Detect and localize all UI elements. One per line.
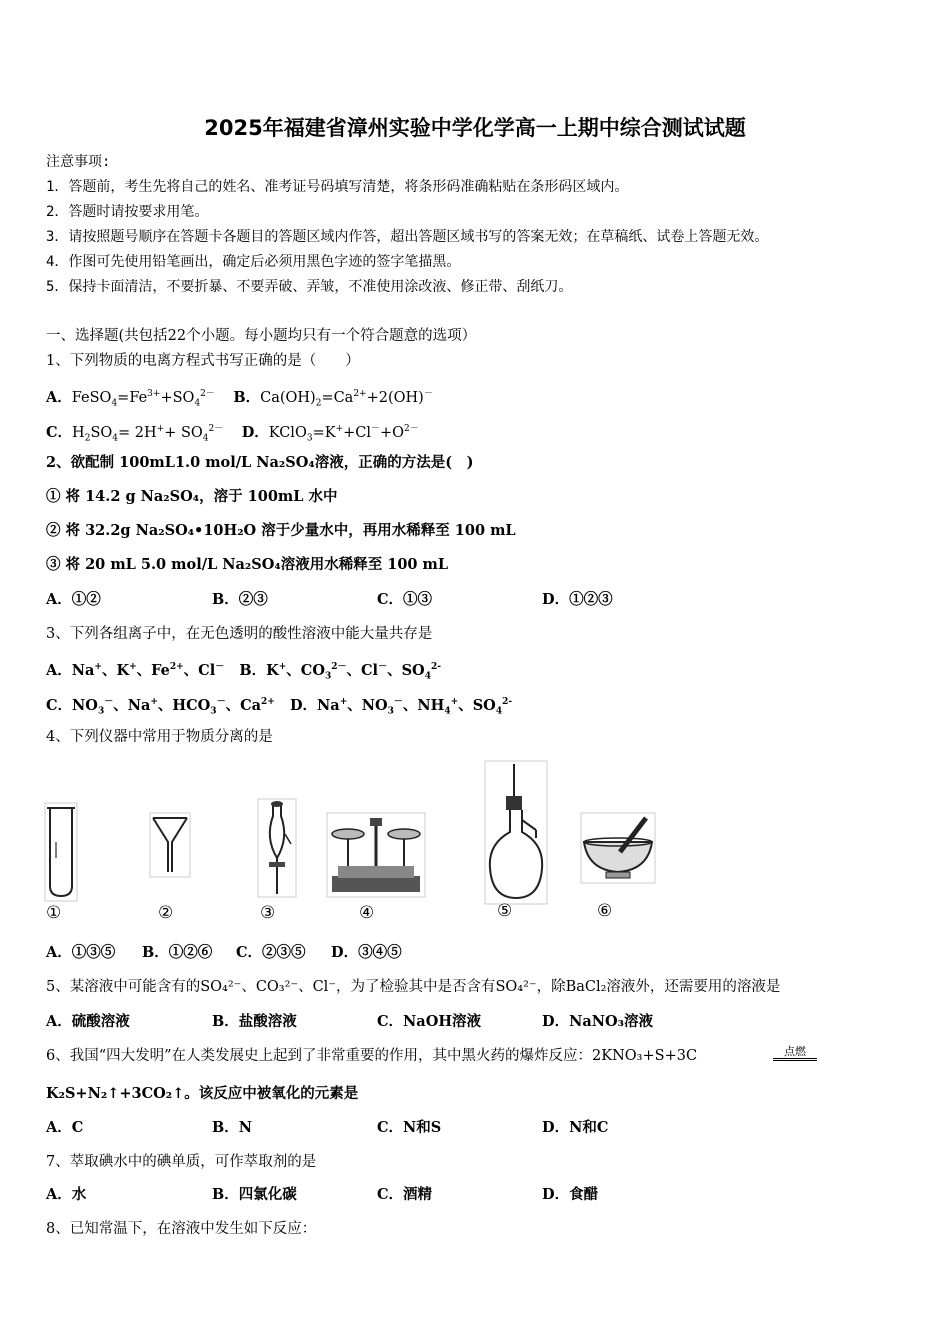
question-5-option-d: D．NaNO₃溶液 [542,1013,653,1030]
mortar-pestle-icon [580,812,656,884]
question-7-stem: 7、萃取碘水中的碘单质，可作萃取剂的是 [46,1154,317,1170]
question-4-stem: 4、下列仪器中常用于物质分离的是 [46,729,273,745]
question-2-option-d: D．①②③ [542,591,613,608]
question-7-option-d: D．食醋 [542,1186,599,1203]
reaction-arrow [773,1058,817,1061]
instrument-label: ⑤ [497,901,513,921]
question-2-statement: ① 将 14.2 g Na₂SO₄，溶于 100mL 水中 [46,488,338,505]
instrument-label: ① [46,903,62,923]
question-7-option-a: A．水 [46,1186,87,1203]
question-4-option-c: C．②③⑤ [236,944,306,961]
funnel-icon [149,812,191,878]
instrument-label: ③ [260,903,276,923]
reaction-condition: 点燃 [784,1045,806,1058]
notice-item: 4．作图可先使用铅笔画出，确定后必须用黑色字迹的签字笔描黑。 [46,254,461,270]
notice-item: 1．答题前，考生先将自己的姓名、准考证号码填写清楚，将条形码准确粘贴在条形码区域内。 [46,179,629,195]
instrument-label: ② [158,903,174,923]
question-5-stem: 5、某溶液中可能含有的SO₄²⁻、CO₃²⁻、Cl⁻，为了检验其中是否含有SO₄²⁻，除BaCl₂溶液外，还需要用的溶液是 [46,979,781,995]
notice-heading: 注意事项: [46,154,111,170]
question-6-option-d: D．N和C [542,1119,609,1136]
question-6-option-b: B．N [212,1119,253,1136]
question-6-stem: 6、我国“四大发明”在人类发展史上起到了非常重要的作用，其中黑火药的爆炸反应：2KNO₃+S+3C [46,1048,698,1064]
question-8-stem: 8、已知常温下，在溶液中发生如下反应： [46,1221,317,1237]
test-tube-icon [44,802,78,902]
question-2-statement: ③ 将 20 mL 5.0 mol/L Na₂SO₄溶液用水稀释至 100 mL [46,556,449,573]
question-6-option-a: A．C [46,1119,84,1136]
section-heading: 一、选择题(共包括22个小题。每小题均只有一个符合题意的选项） [46,328,477,344]
question-5-option-c: C．NaOH溶液 [377,1013,482,1030]
notice-item: 3．请按照题号顺序在答题卡各题目的答题区域内作答，超出答题区域书写的答案无效；在草稿纸、试卷上答题无效。 [46,229,769,245]
question-1-stem: 1、下列物质的电离方程式书写正确的是（ ） [46,353,360,369]
question-3-stem: 3、下列各组离子中，在无色透明的酸性溶液中能大量共存是 [46,626,433,642]
question-6-option-c: C．N和S [377,1119,442,1136]
page-title: 2025年福建省漳州实验中学化学高一上期中综合测试试题 [204,116,746,140]
question-4-option-a: A．①③⑤ [46,944,116,961]
question-4-option-d: D．③④⑤ [331,944,402,961]
question-2-option-a: A．①② [46,591,101,608]
question-7-option-b: B．四氯化碳 [212,1186,297,1203]
question-2-option-c: C．①③ [377,591,433,608]
instrument-label: ⑥ [597,901,613,921]
question-6-stem-continued: K₂S+N₂↑+3CO₂↑。该反应中被氧化的元素是 [46,1085,359,1102]
balance-icon [326,812,426,898]
instrument-label: ④ [359,903,375,923]
question-1-options-row2: C．$H_2SO_4= 2H^++ SO_4^{2-}$ D．$KClO_3=K^++Cl^-+O^{2-}$ [46,423,419,444]
question-5-option-a: A．硫酸溶液 [46,1013,130,1030]
question-3-options-row1: A．Na+、K+、$Fe^{2+}$、Cl－ B．K+、$CO_3^{2-}$、Cl－、$SO_4^{2-}$ [46,661,441,682]
notice-item: 2．答题时请按要求用笔。 [46,204,209,220]
question-4-option-b: B．①②⑥ [142,944,213,961]
question-2-statement: ② 将 32.2g Na₂SO₄•10H₂O 溶于少量水中，再用水稀释至 100 mL [46,522,516,539]
question-2-stem: 2、欲配制 100mL1.0 mol/L Na₂SO₄溶液，正确的方法是( ) [46,454,474,471]
question-1-options-row1: A．$FeSO_4=Fe^{3+}+SO_4^{2-}$ B．$Ca(OH)_2=Ca^{2+}+2(OH)^-$ [46,388,433,409]
separatory-funnel-icon [257,798,297,898]
question-3-options-row2: C．$NO_3^-$、Na+、$HCO_3^-$、$Ca^{2+}$ D．Na+、$NO_3^-$、$NH_4^+$、$SO_4^{2-}$ [46,696,513,717]
question-2-option-b: B．②③ [212,591,268,608]
distillation-flask-icon [484,760,548,905]
question-7-option-c: C．酒精 [377,1186,433,1203]
notice-item: 5．保持卡面清洁，不要折暴、不要弄破、弄皱，不准使用涂改液、修正带、刮纸刀。 [46,279,573,295]
question-5-option-b: B．盐酸溶液 [212,1013,297,1030]
